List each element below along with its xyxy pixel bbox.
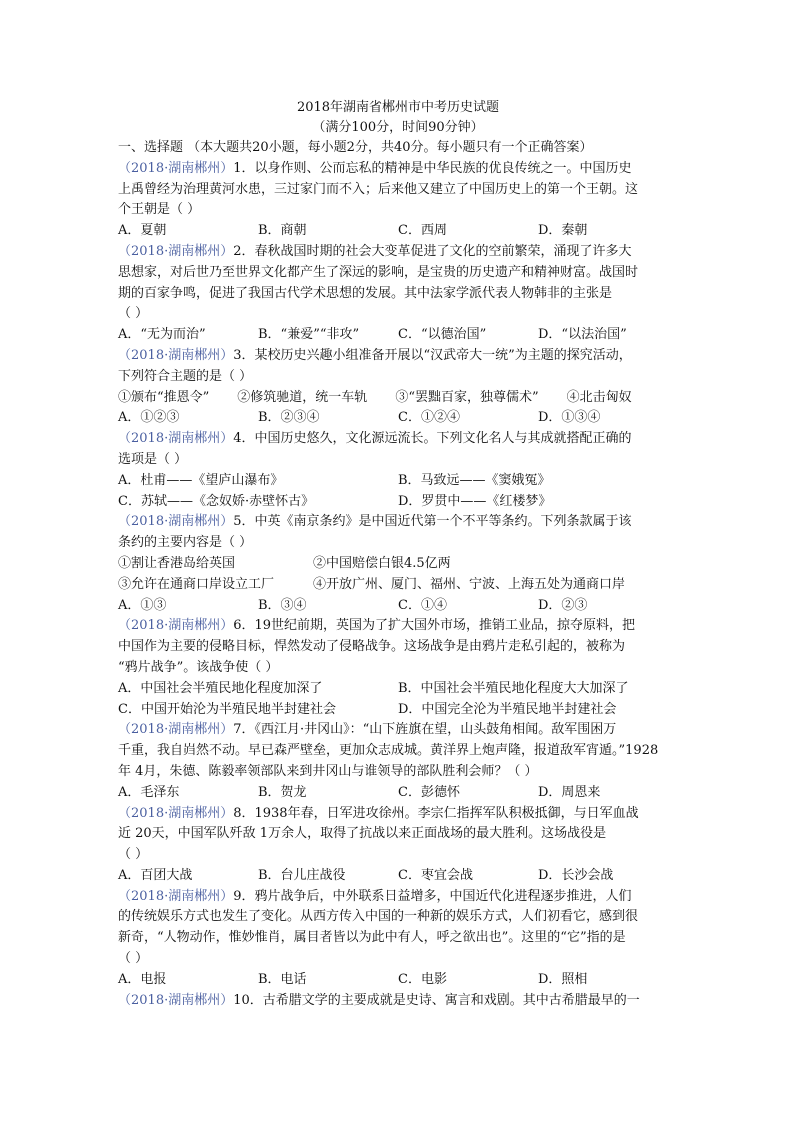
question-text: （ ） — [118, 847, 149, 863]
option-d: D．长沙会战 — [538, 867, 614, 883]
answer-options — [118, 221, 678, 242]
option-c: C．彭德怀 — [398, 784, 460, 800]
answer-options — [118, 700, 678, 721]
option-a: A．百团大战 — [118, 867, 193, 883]
question-4 — [118, 429, 678, 512]
question-7 — [118, 720, 678, 803]
exam-title: 2018年湖南省郴州市中考历史试题 — [296, 100, 500, 115]
question-source-tag: （2018·湖南郴州） — [118, 722, 234, 738]
option-b: B．台儿庄战役 — [258, 867, 346, 883]
statement-item: ④开放广州、厦门、福州、宁波、上海五处为通商口岸 — [313, 576, 626, 592]
question-text: 年 4月，朱德、陈毅率领部队来到井冈山与谁领导的部队胜利会师？（ ） — [118, 763, 538, 779]
question-source-tag: （2018·湖南郴州） — [118, 992, 234, 1008]
option-c: C．枣宜会战 — [398, 867, 473, 883]
question-text: 5．中英《南京条约》是中国近代第一个不平等条约。下列条款属于该 — [233, 514, 632, 530]
question-9 — [118, 887, 678, 991]
question-text: 10．古希腊文学的主要成就是史诗、寓言和戏剧。其中古希腊最早的一 — [233, 992, 640, 1008]
question-source-tag: （2018·湖南郴州） — [118, 160, 234, 176]
answer-options — [118, 783, 678, 804]
option-c: C．①④ — [398, 597, 447, 613]
statement-item: ②修筑驰道，统一车轨 — [237, 389, 368, 405]
question-text: “鸦片战争”。该战争使（ ） — [118, 659, 279, 675]
question-10 — [118, 991, 678, 1012]
option-a: A．电报 — [118, 971, 167, 987]
option-a: A．①③ — [118, 597, 167, 613]
question-5 — [118, 512, 678, 616]
question-source-tag: （2018·湖南郴州） — [118, 888, 234, 904]
option-a: A．①②③ — [118, 410, 180, 426]
statement-item: ③“罢黜百家，独尊儒术” — [395, 389, 539, 405]
option-b: B．②③④ — [258, 410, 320, 426]
question-source-tag: （2018·湖南郴州） — [118, 618, 234, 634]
question-1 — [118, 159, 678, 242]
option-a: A．杜甫——《望庐山瀑布》 — [118, 472, 284, 488]
question-source-tag: （2018·湖南郴州） — [118, 347, 234, 363]
option-d: D．照相 — [538, 971, 588, 987]
question-text: （ ） — [118, 951, 149, 967]
question-source-tag: （2018·湖南郴州） — [118, 805, 234, 821]
question-text: 思想家，对后世乃至世界文化都产生了深远的影响，是宝贵的历史遗产和精神财富。战国时 — [118, 264, 639, 280]
question-source-tag: （2018·湖南郴州） — [118, 243, 234, 259]
answer-options — [118, 471, 678, 492]
section-heading: 一、选择题 （本大题共20小题，每小题2分，共40分。每小题只有一个正确答案） — [118, 140, 593, 155]
option-c: C．中国开始沦为半殖民地半封建社会 — [118, 701, 336, 717]
question-text: 个王朝是（ ） — [118, 202, 201, 218]
option-c: C．电影 — [398, 971, 447, 987]
question-6 — [118, 616, 678, 720]
answer-options — [118, 970, 678, 991]
question-text: 期的百家争鸣，促进了我国古代学术思想的发展。其中法家学派代表人物韩非的主张是 — [118, 285, 613, 301]
answer-options — [118, 325, 678, 346]
option-b: B．“兼爱”“非攻” — [258, 327, 360, 343]
option-b: B．③④ — [258, 597, 307, 613]
option-a: A．“无为而治” — [118, 327, 206, 343]
question-text: 下列符合主题的是（ ） — [118, 368, 253, 384]
statement-item: ②中国赔偿白银4.5亿两 — [313, 555, 451, 571]
question-text: （ ） — [118, 306, 149, 322]
question-text: 的传统娱乐方式也发生了变化。从西方传入中国的一种新的娱乐方式，人们初看它，感到很 — [118, 909, 639, 925]
option-d: D．“以法治国” — [538, 327, 627, 343]
option-a: A．夏朝 — [118, 223, 167, 239]
question-text: 8．1938年春，日军进攻徐州。李宗仁指挥军队积极抵御，与日军血战 — [233, 805, 639, 821]
option-b: B．电话 — [258, 971, 307, 987]
answer-options — [118, 408, 678, 429]
question-text: 6．19世纪前期，英国为了扩大国外市场，推销工业品，掠夺原料，把 — [233, 618, 636, 634]
option-d: D．周恩来 — [538, 784, 601, 800]
option-a: A．毛泽东 — [118, 784, 180, 800]
question-text: 条约的主要内容是（ ） — [118, 535, 253, 551]
option-d: D．秦朝 — [538, 223, 588, 239]
question-text: 9．鸦片战争后，中外联系日益增多，中国近代化进程逐步推进，人们 — [233, 888, 632, 904]
option-d: D．中国完全沦为半殖民地半封建社会 — [398, 701, 617, 717]
option-d: D．①③④ — [538, 410, 601, 426]
option-b: B．商朝 — [258, 223, 307, 239]
question-2 — [118, 242, 678, 346]
question-text: 4．中国历史悠久，文化源远流长。下列文化名人与其成就搭配正确的 — [233, 431, 632, 447]
question-text: 3．某校历史兴趣小组准备开展以“汉武帝大一统”为主题的探究活动， — [233, 347, 632, 363]
statement-item: ①割让香港岛给英国 — [118, 555, 236, 571]
option-c: C．①②④ — [398, 410, 460, 426]
question-text: 1．以身作则、公而忘私的精神是中华民族的优良传统之一。中国历史 — [233, 160, 632, 176]
option-a: A．中国社会半殖民地化程度加深了 — [118, 680, 323, 696]
question-text: 近 20天，中国军队歼敌 1万余人，取得了抗战以来正面战场的最大胜利。这场战役是 — [118, 826, 607, 842]
question-source-tag: （2018·湖南郴州） — [118, 514, 234, 530]
option-c: C．西周 — [398, 223, 447, 239]
question-text: 2．春秋战国时期的社会大变革促进了文化的空前繁荣，涌现了许多大 — [233, 243, 632, 259]
option-d: D．②③ — [538, 597, 588, 613]
statement-item: ③允许在通商口岸设立工厂 — [118, 576, 275, 592]
answer-options — [118, 492, 678, 513]
statement-item: ④北击匈奴 — [566, 389, 632, 405]
question-text: 中国作为主要的侵略目标，悍然发动了侵略战争。这场战争是由鸦片走私引起的，被称为 — [118, 639, 626, 655]
question-text: 新奇，“人物动作，惟妙惟肖，属目者皆以为此中有人，呼之欲出也”。这里的“它”指的是 — [118, 930, 626, 946]
exam-subtitle: （满分100分，时间90分钟） — [312, 120, 484, 135]
question-8 — [118, 804, 678, 887]
question-text: 上禹曾经为治理黄河水患，三过家门而不入；后来他又建立了中国历史上的第一个王朝。这 — [118, 181, 639, 197]
answer-options — [118, 596, 678, 617]
question-text: 7．《西江月·井冈山》：“山下旌旗在望，山头鼓角相闻。敌军围困万 — [233, 722, 617, 738]
statement-items — [118, 554, 678, 575]
option-c: C．“以德治国” — [398, 327, 487, 343]
option-b: B．中国社会半殖民地化程度大大加深了 — [398, 680, 629, 696]
answer-options — [118, 866, 678, 887]
question-text: 选项是（ ） — [118, 451, 188, 467]
option-d: D．罗贯中——《红楼梦》 — [398, 493, 552, 509]
statement-items — [118, 388, 678, 409]
option-b: B．马致远——《窦娥冤》 — [398, 472, 551, 488]
answer-options — [118, 679, 678, 700]
option-c: C．苏轼——《念奴娇·赤壁怀古》 — [118, 493, 315, 509]
question-source-tag: （2018·湖南郴州） — [118, 431, 234, 447]
question-text: 千重，我自岿然不动。早已森严壁垒，更加众志成城。黄洋界上炮声隆，报道敌军宵遁。”1928 — [118, 743, 659, 759]
option-b: B．贺龙 — [258, 784, 307, 800]
statement-item: ①颁布“推恩令” — [118, 389, 210, 405]
question-3 — [118, 346, 678, 429]
exam-page — [118, 98, 678, 1011]
statement-items — [118, 575, 678, 596]
